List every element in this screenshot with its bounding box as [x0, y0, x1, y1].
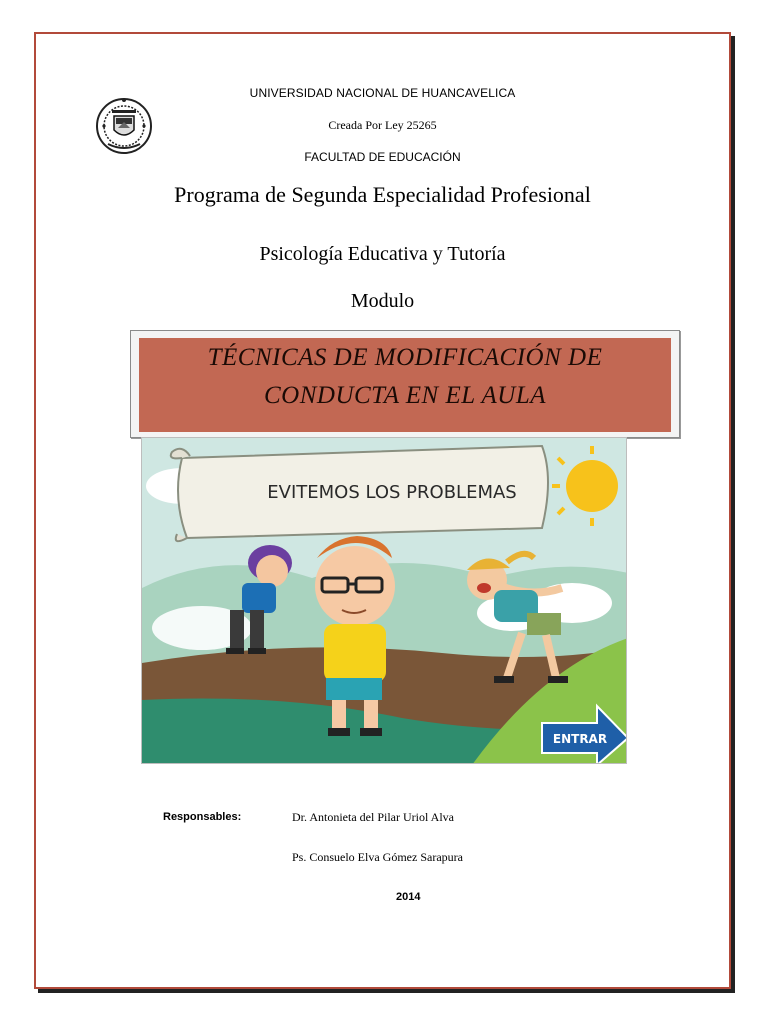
responsables-label: Responsables: [163, 811, 242, 823]
responsable-name-1: Dr. Antonieta del Pilar Uriol Alva [292, 810, 454, 824]
module-label: Modulo [350, 290, 415, 312]
cover-illustration [141, 437, 627, 764]
program-name: Programa de Segunda Especialidad Profesional [174, 182, 591, 207]
responsable-name-2: Ps. Consuelo Elva Gómez Sarapura [292, 850, 463, 864]
banner-text: EVITEMOS LOS PROBLEMAS [267, 482, 517, 503]
specialty-name: Psicología Educativa y Tutoría [259, 243, 506, 265]
university-name: UNIVERSIDAD NACIONAL DE HUANCAVELICA [249, 86, 516, 100]
cartoon-scene [142, 438, 627, 764]
module-title-box [130, 330, 680, 438]
module-title-line-1: TÉCNICAS DE MODIFICACIÓN DE [207, 344, 603, 371]
creation-law: Creada Por Ley 25265 [328, 118, 437, 132]
faculty-name: FACULTAD DE EDUCACIÓN [304, 150, 461, 164]
publication-year: 2014 [396, 891, 421, 903]
module-title-band [139, 338, 671, 432]
module-title-line-2: CONDUCTA EN EL AULA [263, 382, 547, 409]
enter-button[interactable]: ENTRAR [552, 732, 608, 746]
